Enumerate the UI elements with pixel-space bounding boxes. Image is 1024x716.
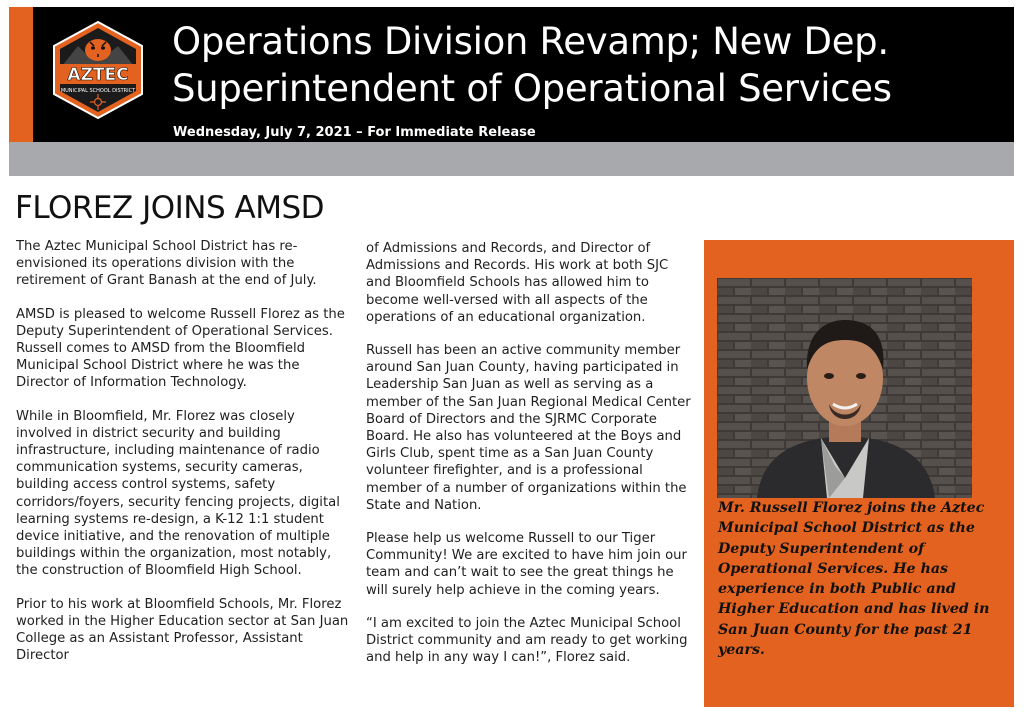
paragraph: The Aztec Municipal School District has re-envisioned its operations division with the retirement of Grant Banash at the end of July. — [16, 239, 317, 289]
logo-subtext: MUNICIPAL SCHOOL DISTRICT — [60, 88, 136, 94]
paragraph: While in Bloomfield, Mr. Florez was closely involved in district security and building infrastructure, including maintenance of radio communication systems, security cameras, building access control systems, safety corridors/foyers, security fencing projects, digital learning systems re-design, a K-12 1:1 student device initiative, and the renovation of multiple buildings within the organization, most notably, the construction of Bloomfield High School. — [16, 408, 340, 579]
paragraph: of Admissions and Records, and Director of Admissions and Records. His work at both SJC and Bloomfield Schools has allowed him to become well-versed with all aspects of the operations of an educational organization. — [366, 241, 669, 325]
article-headline: FLOREZ JOINS AMSD — [15, 190, 325, 226]
logo-wordmark: AZTEC — [67, 65, 129, 85]
header-orange-stripe — [9, 7, 33, 142]
paragraph: Prior to his work at Bloomfield Schools, Mr. Florez worked in the Higher Education sector at San Juan College as an Assistant Professor, Assistant Director — [16, 596, 349, 664]
aztec-logo — [46, 20, 150, 120]
article-column-1 — [16, 238, 349, 680]
sidebar-panel — [704, 240, 1014, 707]
release-date: Wednesday, July 7, 2021 – For Immediate Release — [173, 125, 536, 140]
paragraph: Please help us welcome Russell to our Tiger Community! We are excited to have him join our team and can’t wait to see the great things he will surely help achieve in the coming years. — [366, 531, 687, 598]
paragraph: Russell has been an active community member around San Juan County, having participated in Leadership San Juan as well as serving as a member of the San Juan Regional Medical Center Board of Directors and the SJRMC Corporate Board. He also has volunteered at the Boys and Girls Club, spent time as a San Juan County volunteer firefighter, and is a professional member of a number of organizations within the State and Nation. — [366, 343, 691, 513]
portrait-photo — [717, 278, 972, 498]
gray-divider-band — [9, 142, 1014, 176]
title-line-1: Operations Division Revamp; New Dep. — [172, 20, 889, 63]
header-banner — [9, 7, 1014, 142]
page-title — [172, 18, 1002, 112]
paragraph: “I am excited to join the Aztec Municipal School District community and am ready to get working and help in any way I can!”, Florez said. — [366, 615, 688, 666]
photo-caption: Mr. Russell Florez joins the Aztec Municipal School District as the Deputy Superintendent of Operational Services. He has experience in both Public and Higher Education and has lived in San Juan County for the past 21 years. — [718, 500, 990, 659]
article-column-2 — [366, 240, 691, 682]
title-line-2: Superintendent of Operational Services — [172, 67, 892, 110]
paragraph: AMSD is pleased to welcome Russell Florez as the Deputy Superintendent of Operational Services. Russell comes to AMSD from the Bloomfield Municipal School District where he was the Director of Information Technology. — [16, 306, 345, 391]
